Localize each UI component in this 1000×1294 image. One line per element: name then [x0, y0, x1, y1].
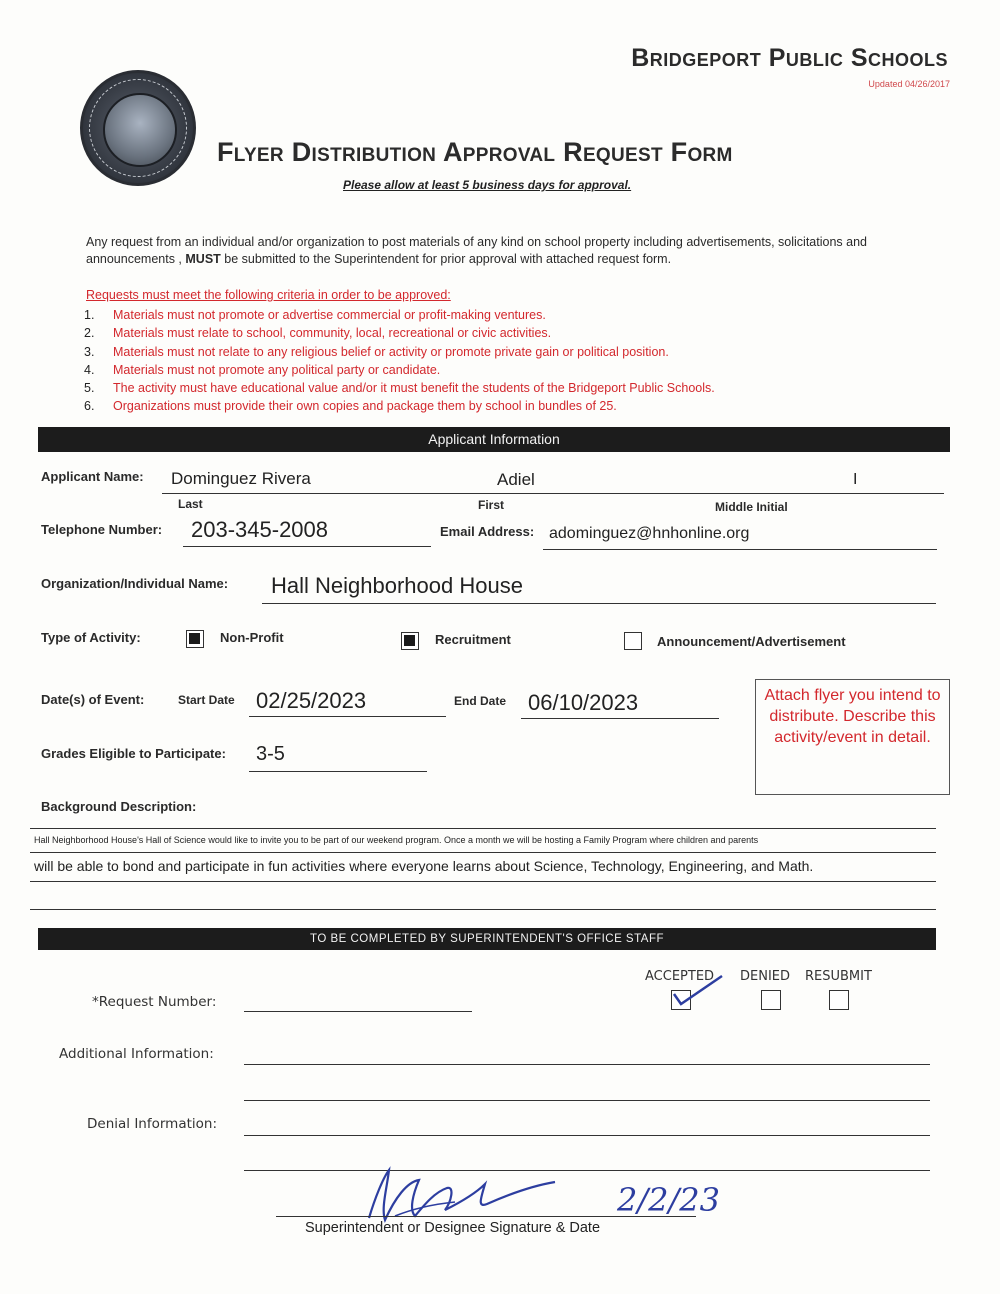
start-date-underline [249, 716, 446, 717]
approval-time-note: Please allow at least 5 business days for approval. [343, 178, 632, 192]
grades-label: Grades Eligible to Participate: [41, 746, 226, 761]
resubmit-label: RESUBMIT [805, 969, 872, 984]
end-date-underline [521, 718, 719, 719]
organization-underline [262, 603, 936, 604]
criteria-item: 2. Materials must relate to school, community, local, recreational or civic activities. [84, 326, 552, 341]
accepted-checkmark [664, 972, 734, 1012]
request-number-label: *Request Number: [92, 994, 217, 1010]
grades-underline [249, 771, 427, 772]
criteria-item: 5. The activity must have educational value and/or it must benefit the students of the Bridgeport Public Schools. [84, 381, 715, 396]
non-profit-checkbox[interactable] [186, 630, 204, 648]
email-label: Email Address: [440, 524, 535, 539]
criteria-heading: Requests must meet the following criteria in order to be approved: [86, 288, 451, 302]
background-text-line-2[interactable]: will be able to bond and participate in fun activities where everyone learns about Science, Technology, Engineering, and Math. [34, 858, 814, 874]
middle-initial-field[interactable]: I [853, 471, 858, 488]
email-field[interactable]: adominguez@hnhonline.org [549, 525, 750, 542]
signature-label: Superintendent or Designee Signature & Date [305, 1220, 601, 1236]
criteria-item: 3. Materials must not relate to any religious belief or activity or promote private gain or political position. [84, 344, 669, 359]
criteria-item: 1. Materials must not promote or advertise commercial or profit-making ventures. [84, 308, 546, 322]
criteria-item: 4. Materials must not promote any political party or candidate. [84, 362, 441, 377]
additional-info-line-2[interactable] [244, 1100, 930, 1101]
non-profit-label: Non-Profit [220, 630, 284, 645]
background-line-2 [30, 852, 936, 853]
phone-label: Telephone Number: [41, 522, 163, 537]
updated-date: Updated 04/26/2017 [868, 79, 950, 89]
start-date-label: Start Date [178, 693, 235, 707]
form-title: Flyer Distribution Approval Request Form [217, 137, 733, 167]
denied-label: DENIED [740, 969, 791, 984]
grades-field[interactable]: 3-5 [256, 743, 285, 765]
applicant-section-header: Applicant Information [38, 427, 950, 452]
name-underline [162, 493, 944, 494]
resubmit-checkbox[interactable] [829, 990, 849, 1010]
accepted-label: ACCEPTED [645, 969, 715, 984]
signature-line [276, 1216, 696, 1217]
recruitment-label: Recruitment [435, 632, 511, 647]
additional-info-label: Additional Information: [59, 1046, 214, 1062]
first-caption: First [478, 498, 505, 512]
phone-field[interactable]: 203-345-2008 [191, 517, 329, 542]
denied-checkbox[interactable] [761, 990, 781, 1010]
event-dates-label: Date(s) of Event: [41, 692, 145, 707]
signature-date: 2/2/23 [617, 1181, 720, 1219]
organization-field[interactable]: Hall Neighborhood House [271, 573, 523, 598]
background-label: Background Description: [41, 799, 197, 814]
announcement-label: Announcement/Advertisement [657, 634, 846, 649]
additional-info-line-1[interactable] [244, 1064, 930, 1065]
activity-type-label: Type of Activity: [41, 630, 141, 645]
email-underline [543, 549, 937, 550]
start-date-field[interactable]: 02/25/2023 [256, 688, 367, 713]
intro-paragraph: Any request from an individual and/or organization to post materials of any kind on school property including advertisements, solicitations and announcements , MUST be submitted to the Superintendent for prior approval with attached request form. [86, 235, 867, 266]
organization-label: Organization/Individual Name: [41, 576, 229, 591]
request-number-field[interactable] [244, 1011, 472, 1012]
criteria-list [84, 306, 715, 416]
middle-caption: Middle Initial [715, 500, 788, 514]
attach-flyer-note: Attach flyer you intend to distribute. Describe this activity/event in detail. [755, 679, 950, 795]
district-seal-logo [80, 70, 196, 186]
denial-info-line-1[interactable] [244, 1135, 930, 1136]
background-line-1 [30, 828, 936, 829]
first-name-field[interactable]: Adiel [497, 470, 535, 489]
staff-section-header: TO BE COMPLETED BY SUPERINTENDENT'S OFFICE STAFF [38, 928, 936, 950]
end-date-label: End Date [454, 694, 507, 708]
announcement-checkbox[interactable] [624, 632, 642, 650]
applicant-name-label: Applicant Name: [41, 469, 144, 484]
background-line-3 [30, 881, 936, 882]
criteria-item: 6. Organizations must provide their own copies and package them by school in bundles of 25. [84, 399, 617, 414]
phone-underline [183, 546, 431, 547]
recruitment-checkbox[interactable] [401, 632, 419, 650]
end-date-field[interactable]: 06/10/2023 [528, 690, 639, 715]
last-name-field[interactable]: Dominguez Rivera [171, 469, 311, 488]
last-caption: Last [178, 497, 203, 511]
background-text-line-1[interactable]: Hall Neighborhood House's Hall of Science would like to invite you to be part of our weekend program. Once a month we will be hosting a Family Program where children and parents [34, 835, 759, 845]
district-name: Bridgeport Public Schools [631, 44, 948, 72]
denial-info-line-2[interactable] [244, 1170, 930, 1171]
denial-info-label: Denial Information: [87, 1116, 218, 1132]
background-line-4 [30, 909, 936, 910]
